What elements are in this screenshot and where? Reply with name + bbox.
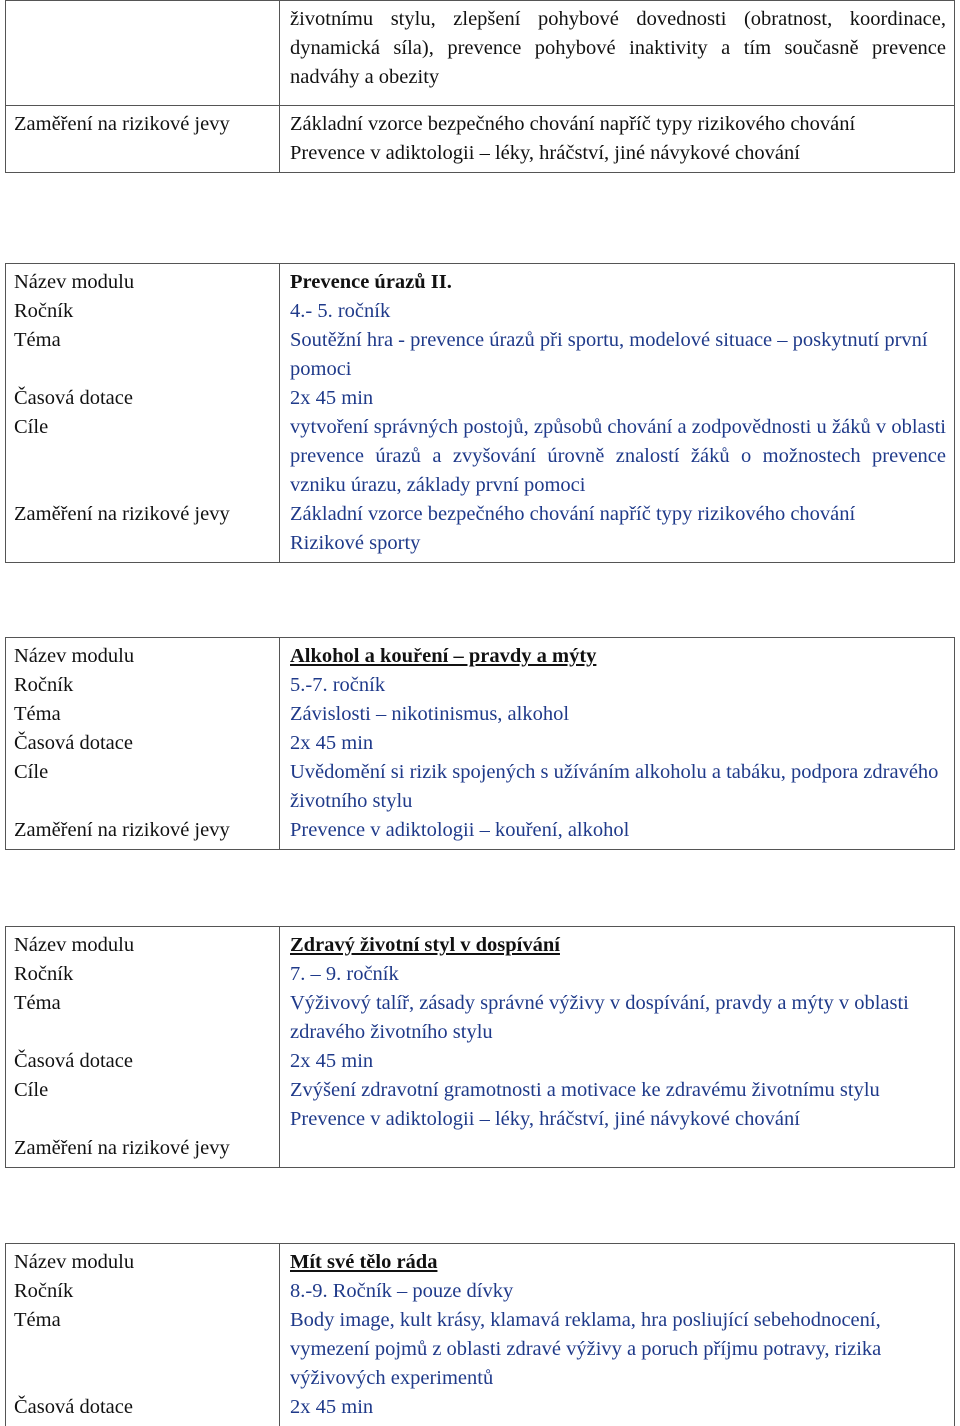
module-block-continued [5,0,955,173]
module-block-zdravy-styl [5,926,955,1168]
label-grade: Ročník [14,1277,271,1306]
label-module: Název modulu [14,1248,271,1277]
label-time: Časová dotace [14,1393,271,1422]
module-risk: Prevence v adiktologii – kouření, alkohol [290,816,946,845]
label-module: Název modulu [14,931,271,960]
label-goals: Cíle [14,413,271,442]
labels-cell [6,927,280,1168]
label-risk: Zaměření na rizikové jevy [14,816,271,845]
labels-cell [6,1244,280,1426]
label-module: Název modulu [14,268,271,297]
module-risk: Prevence v adiktologii – léky, hráčství, jiné návykové chování [290,1105,946,1134]
module-block-prevence-urazu [5,263,955,563]
module-topic: Soutěžní hra - prevence úrazů při sportu, modelové situace – poskytnutí první pomoci [290,326,946,384]
label-time: Časová dotace [14,1047,271,1076]
module-topic: Závislosti – nikotinismus, alkohol [290,700,946,729]
risk-label [6,106,280,173]
module-name: Zdravý životní styl v dospívání [290,931,946,960]
module-grade: 5.-7. ročník [290,671,946,700]
values-cell [280,927,955,1168]
module-time: 2x 45 min [290,1047,946,1076]
label-module: Název modulu [14,642,271,671]
label-risk: Zaměření na rizikové jevy [14,1134,271,1163]
values-cell [280,1244,955,1426]
labels-cell [6,264,280,563]
label-topic: Téma [14,700,271,729]
values-cell [280,638,955,850]
risk-label-text: Zaměření na rizikové jevy [14,110,271,139]
module-block-telo [5,1243,955,1426]
label-risk: Zaměření na rizikové jevy [14,500,271,529]
module-goals: Zvýšení zdravotní gramotnosti a motivace ke zdravému životnímu stylu [290,1076,946,1105]
label-topic: Téma [14,326,271,355]
goals-continued-cell [280,1,955,106]
label-goals: Cíle [14,758,271,787]
module-name: Alkohol a kouření – pravdy a mýty [290,642,946,671]
module-risk-line: Základní vzorce bezpečného chování napříč typy rizikového chování [290,500,946,529]
goals-continued-text: životnímu stylu, zlepšení pohybové dovednosti (obratnost, koordinace, dynamická síla), prevence pohybové inaktivity a tím současně prevence nadváhy a obezity [290,5,946,92]
labels-cell [6,638,280,850]
label-topic: Téma [14,989,271,1018]
label-grade: Ročník [14,960,271,989]
module-risk-line: Rizikové sporty [290,529,946,558]
label-time: Časová dotace [14,384,271,413]
values-cell [280,264,955,563]
label-grade: Ročník [14,297,271,326]
module-grade: 7. – 9. ročník [290,960,946,989]
module-goals: vytvoření správných postojů, způsobů chování a zodpovědnosti u žáků v oblasti prevence úrazů a zvyšování úrovně znalostí žáků o možnostech prevence vzniku úrazu, základy první pomoci [290,413,946,500]
module-grade: 4.- 5. ročník [290,297,946,326]
module-topic: Výživový talíř, zásady správné výživy v dospívání, pravdy a mýty v oblasti zdravého životního stylu [290,989,946,1047]
label-time: Časová dotace [14,729,271,758]
module-time: 2x 45 min [290,1393,946,1422]
label-goals: Cíle [14,1076,271,1105]
risk-value-cell [280,106,955,173]
empty-label-cell [6,1,280,106]
module-name: Mít své tělo ráda [290,1248,946,1277]
module-time: 2x 45 min [290,729,946,758]
module-topic: Body image, kult krásy, klamavá reklama, hra posliující sebehodnocení, vymezení pojmů z oblasti zdravé výživy a poruch příjmu potravy, rizika výživových experimentů [290,1306,946,1393]
risk-value-line: Prevence v adiktologii – léky, hráčství, jiné návykové chování [290,139,946,168]
module-time: 2x 45 min [290,384,946,413]
module-goals: Uvědomění si rizik spojených s užíváním alkoholu a tabáku, podpora zdravého životního stylu [290,758,946,816]
risk-value-line: Základní vzorce bezpečného chování napříč typy rizikového chování [290,110,946,139]
module-block-alkohol [5,637,955,850]
module-name: Prevence úrazů II. [290,268,946,297]
module-grade: 8.-9. Ročník – pouze dívky [290,1277,946,1306]
label-grade: Ročník [14,671,271,700]
label-topic: Téma [14,1306,271,1335]
